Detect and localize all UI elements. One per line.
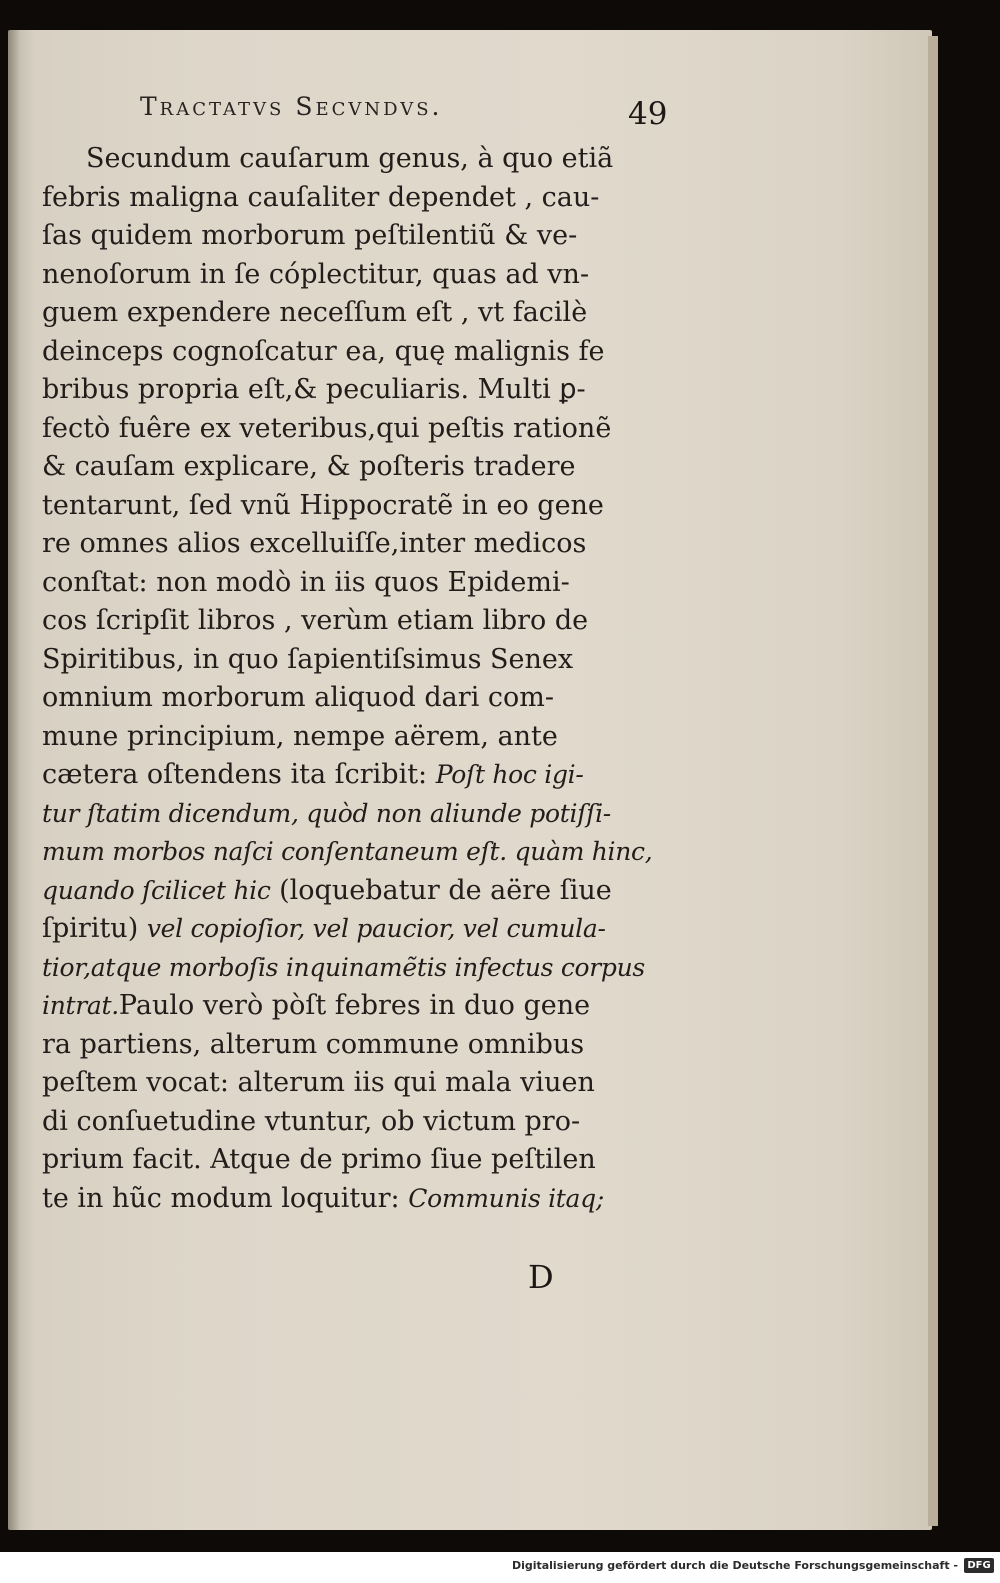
- footer-band: [0, 1552, 1000, 1583]
- page-number: 49: [628, 96, 668, 132]
- page-header: [140, 92, 680, 132]
- text-line: nenoſorum in ſe cóplectitur, quas ad vn-: [42, 258, 590, 290]
- text-line: cos ſcripſit libros , verùm etiam libro de: [42, 605, 589, 636]
- text-line: quando ſcilicet hic (loquebatur de aëre ſiue: [42, 874, 612, 906]
- text-line: tior,atque morboſis inquinamẽtis infectus corpus: [42, 952, 645, 982]
- text-line: & cauſam explicare, & poſteris tradere: [42, 451, 576, 482]
- text-line: di conſuetudine vtuntur, ob victum pro-: [42, 1105, 581, 1137]
- text-line: Spiritibus, in quo ſapientiſsimus Senex: [42, 643, 574, 675]
- funding-credit: Digitalisierung gefördert durch die Deutsche Forschungsgemeinschaft -: [511, 1559, 958, 1572]
- text-line: intrat.Paulo verò pòſt febres in duo gene: [42, 990, 591, 1021]
- text-line: tentarunt, ſed vnũ Hippocratẽ in eo gene: [42, 489, 604, 521]
- gutter-shadow: [8, 30, 20, 1530]
- text-line: Secundum cauſarum genus, à quo etiã: [86, 143, 614, 174]
- text-line: ſpiritu) vel copioſior, vel paucior, vel cumula-: [42, 913, 606, 944]
- text-line: febris maligna cauſaliter dependet , cau-: [42, 181, 600, 213]
- text-line: tur ſtatim dicendum, quòd non aliunde potiſſi-: [42, 798, 611, 828]
- signature-mark: D: [528, 1258, 554, 1296]
- text-line: fectò fuêre ex veteribus,qui peſtis rationẽ: [42, 412, 612, 444]
- text-line: prium facit. Atque de primo ſiue peſtilen: [42, 1144, 596, 1175]
- text-line: ra partiens, alterum commune omnibus: [42, 1028, 585, 1060]
- text-line: guem expendere neceſſum eſt , vt facilè: [42, 297, 588, 328]
- page-edge: [928, 36, 938, 1526]
- text-line: mum morbos naſci conſentaneum eſt. quàm hinc,: [42, 837, 653, 866]
- text-line: te in hũc modum loquitur: Communis itaq;: [42, 1182, 604, 1214]
- text-line: peſtem vocat: alterum iis qui mala viuen: [42, 1067, 595, 1098]
- body-text: [42, 140, 678, 1218]
- text-line: omnium morborum aliquod dari com-: [42, 682, 555, 713]
- running-title: Tractatvs Secvndvs.: [140, 92, 443, 121]
- text-line: cætera oſtendens ita ſcribit: Poſt hoc igi-: [42, 759, 584, 790]
- text-line: deinceps cognoſcatur ea, quę malignis fe: [42, 335, 605, 367]
- text-line: ſas quidem morborum peſtilentiũ & ve-: [42, 220, 578, 251]
- dfg-logo-icon: DFG: [964, 1558, 994, 1573]
- text-line: re omnes alios excelluiſſe,inter medicos: [42, 528, 587, 559]
- text-line: bribus propria eſt,& peculiaris. Multi ꝑ-: [42, 374, 586, 405]
- text-line: conſtat: non modò in iis quos Epidemi-: [42, 566, 570, 598]
- text-line: mune principium, nempe aërem, ante: [42, 720, 558, 752]
